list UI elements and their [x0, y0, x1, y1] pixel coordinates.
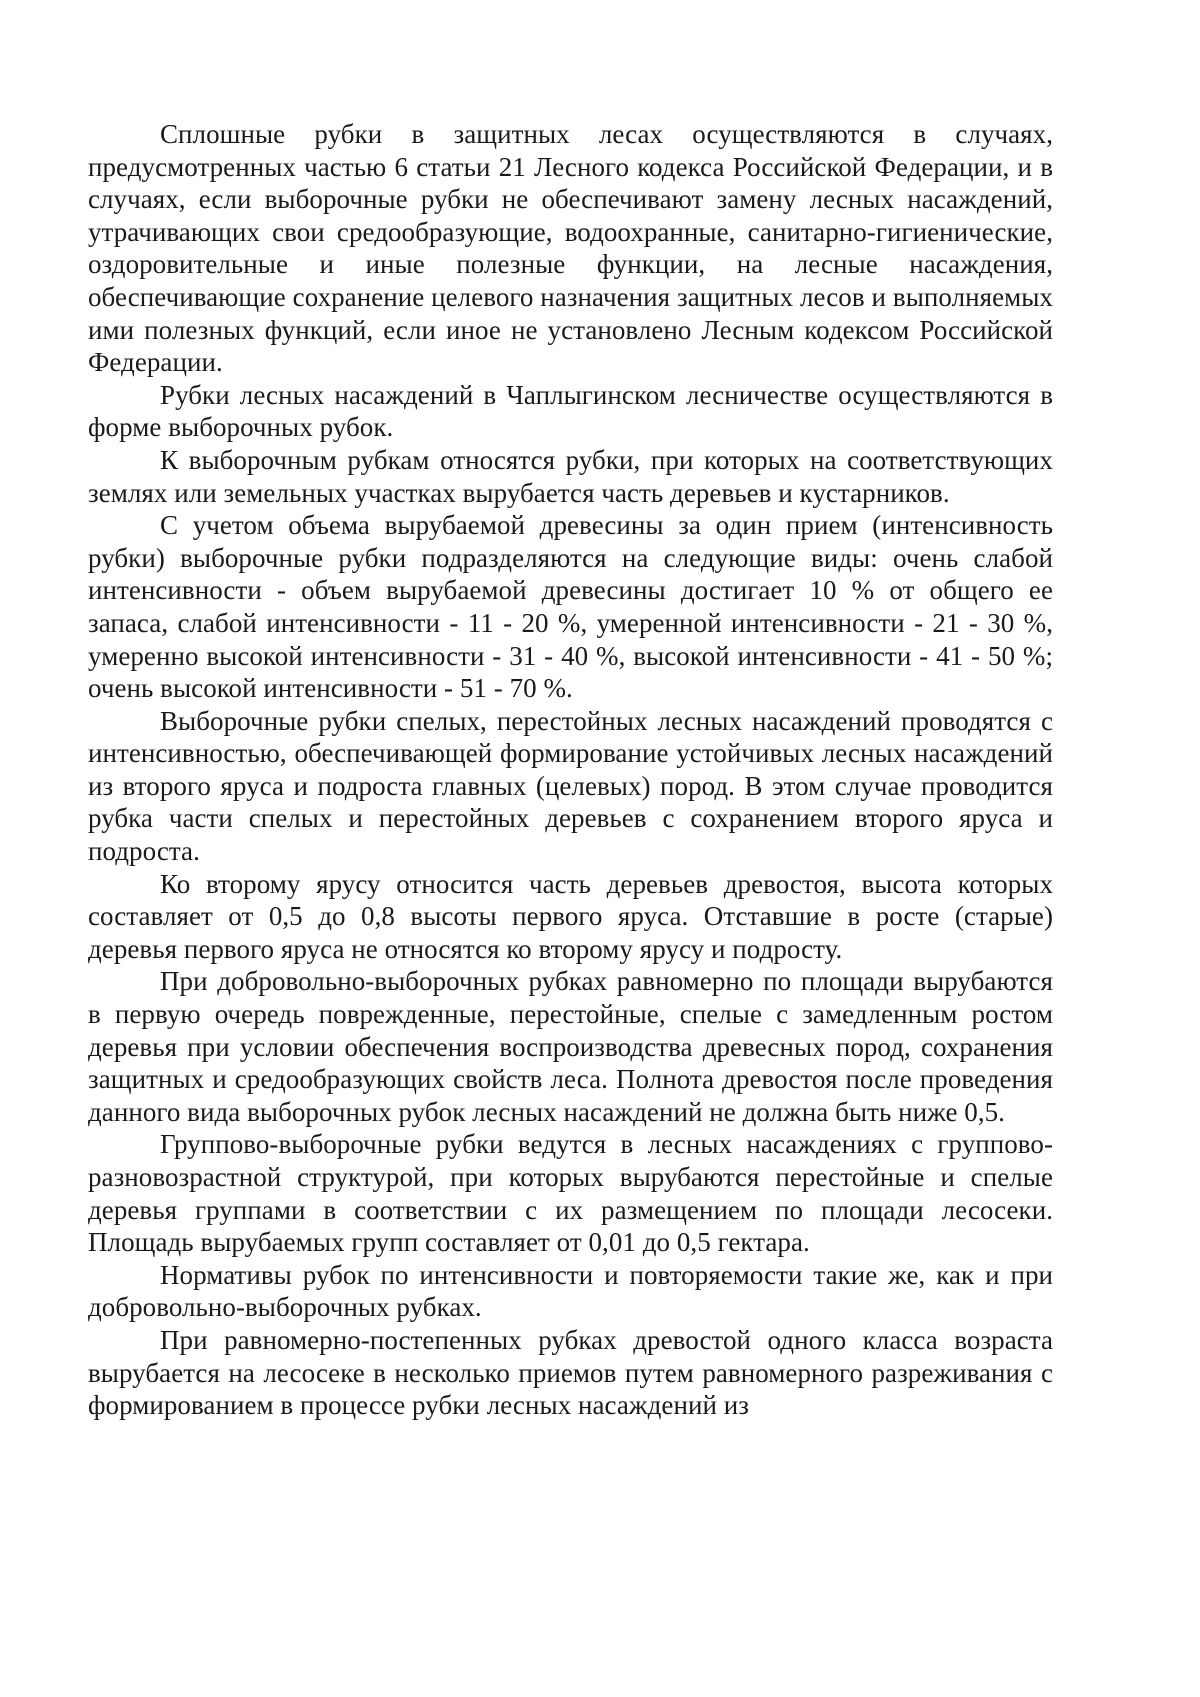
paragraph-second-tier: Ко второму ярусу относится часть деревьев древостоя, высота которых составляет от 0,5 до 0,8 высоты первого яруса. Отставшие в росте (старые) деревья первого яруса не относятся ко второму ярусу и подросту. [88, 868, 1053, 964]
paragraph-group-selective: Группово-выборочные рубки ведутся в лесных насаждениях с группово-разновозрастной структурой, при которых вырубаются перестойные и спелые деревья группами в соответствии с их размещением по площади лесосеки. Площадь вырубаемых групп составляет от 0,01 до 0,5 гектара. [88, 1129, 1053, 1258]
document-page [88, 118, 1053, 1422]
paragraph-mature-stands: Выборочные рубки спелых, перестойных лесных насаждений проводятся с интенсивностью, обеспечивающей формирование устойчивых лесных насаждений из второго яруса и подроста главных (целевых) пород. В этом случае проводится рубка части спелых и перестойных деревьев с сохранением второго яруса и подроста. [88, 705, 1053, 867]
paragraph-uniform-gradual: При равномерно-постепенных рубках древостой одного класса возраста вырубается на лесосеке в несколько приемов путем равномерного разреживания с формированием в процессе рубки лесных насаждений из [88, 1324, 1053, 1421]
paragraph-selective-definition: К выборочным рубкам относятся рубки, при которых на соответствующих землях или земельных участках вырубается часть деревьев и кустарников. [88, 444, 1053, 508]
paragraph-intensity: С учетом объема вырубаемой древесины за один прием (интенсивность рубки) выборочные рубки подразделяются на следующие виды: очень слабой интенсивности - объем вырубаемой древесины достигает 10 % от общего ее запаса, слабой интенсивности - 11 - 20 %, умеренной интенсивности - 21 - 30 %, умеренно высокой интенсивности - 31 - 40 %, высокой интенсивности - 41 - 50 %; очень высокой интенсивности - 51 - 70 %. [88, 510, 1053, 704]
paragraph-norms: Нормативы рубок по интенсивности и повторяемости такие же, как и при добровольно-выборочных рубках. [88, 1259, 1053, 1323]
paragraph-voluntary-selective: При добровольно-выборочных рубках равномерно по площади вырубаются в первую очередь поврежденные, перестойные, спелые с замедленным ростом деревья при условии обеспечения воспроизводства древесных пород, сохранения защитных и средообразующих свойств леса. Полнота древостоя после проведения данного вида выборочных рубок лесных насаждений не должна быть ниже 0,5. [88, 966, 1053, 1127]
paragraph-clear-cutting: Сплошные рубки в защитных лесах осуществляются в случаях, предусмотренных частью 6 статьи 21 Лесного кодекса Российской Федерации, и в случаях, если выборочные рубки не обеспечивают замену лесных насаждений, утрачивающих свои средообразующие, водоохранные, санитарно-гигиенические, оздоровительные и иные полезные функции, на лесные насаждения, обеспечивающие сохранение целевого назначения защитных лесов и выполняемых ими полезных функций, если иное не установлено Лесным кодексом Российской Федерации. [88, 119, 1053, 378]
paragraph-forestry-form: Рубки лесных насаждений в Чаплыгинском лесничестве осуществляются в форме выборочных рубок. [88, 379, 1053, 443]
